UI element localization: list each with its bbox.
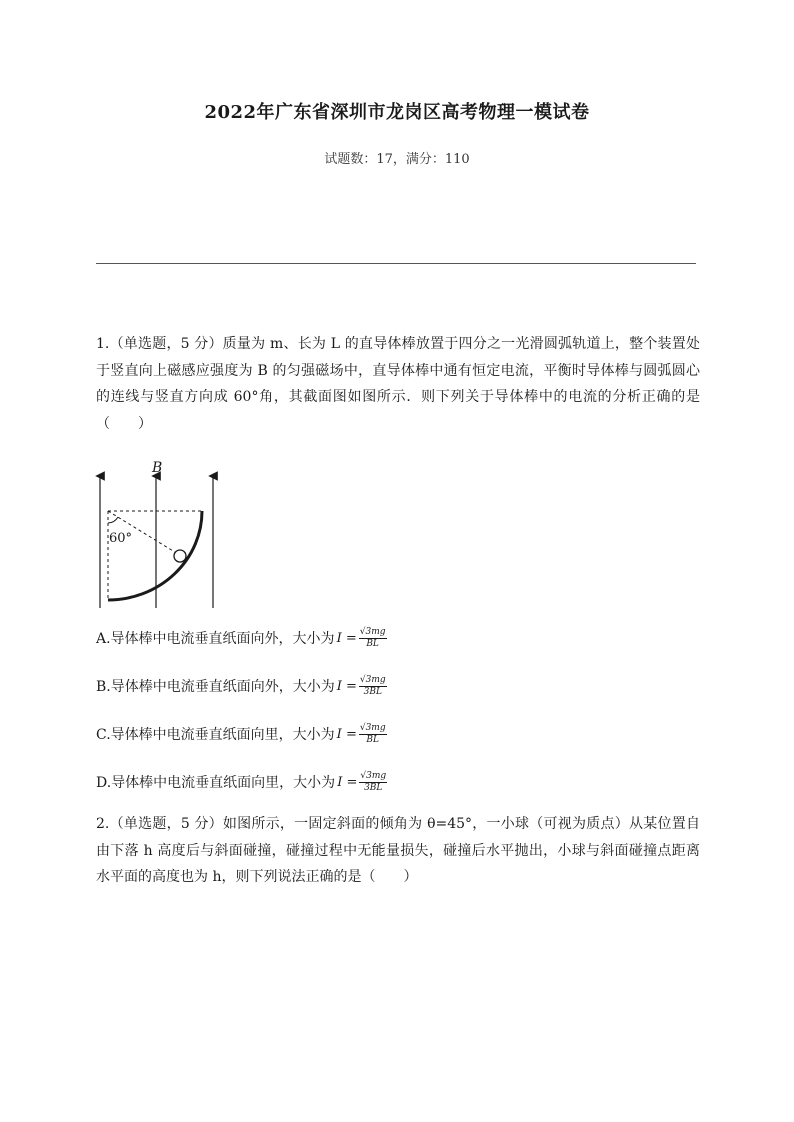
question-1-figure [88,456,228,614]
angle-label: 60° [109,531,133,546]
option-a-denominator: BL [366,638,379,649]
option-a-text: A.导体棒中电流垂直纸面向外，大小为 [96,631,335,647]
option-d-formula [359,771,387,794]
document-title: 2022年广东省深圳市龙岗区高考物理一模试卷 [204,102,590,123]
option-c-formula [359,723,387,746]
option-d[interactable] [96,767,387,797]
option-b[interactable] [96,671,387,701]
option-b-text: B.导体棒中电流垂直纸面向外，大小为 [96,679,335,695]
option-c-numerator: √3mg [359,722,386,733]
circular-track [108,511,202,600]
option-b-formula [359,675,387,698]
option-d-variable: I = [337,774,358,790]
option-d-numerator: √3mg [360,770,387,781]
option-a[interactable] [96,623,387,653]
option-c-denominator: BL [366,734,380,745]
angle-arc [108,517,118,523]
option-b-denominator: 3BL [363,686,382,697]
option-c-variable: I = [336,726,357,742]
question-1-stem: 1.（单选题，5 分）质量为 m、长为 L 的直导体棒放置于四分之一光滑圆弧轨道上，整个装置处于竖直向上磁感应强度为 B 的匀强磁场中，直导体棒中通有恒定电流，平衡时导体棒与圆弧圆心的连线与竖直方向成 60°角，其截面图如图所示．则下列关于导体棒中的电流的分析正确的是（ ） [96,336,700,432]
option-d-text: D.导体棒中电流垂直纸面向里，大小为 [96,775,336,791]
field-label: B [152,460,163,476]
option-b-numerator: √3mg [359,674,386,685]
option-b-variable: I = [336,678,357,694]
option-a-variable: I = [336,630,357,646]
question-2-stem: 2.（单选题，5 分）如图所示，一固定斜面的倾角为 θ=45°，一小球（可视为质点）从某位置自由下落 h 高度后与斜面碰撞，碰撞过程中无能量损失，碰撞后水平抛出，小球与斜面碰撞点距离水平面的高度也为 h，则下列说法正确的是（ ） [96,816,700,885]
option-a-formula [359,627,387,650]
conductor-rod [174,550,186,562]
question-count-score: 试题数：17，满分：110 [324,152,470,167]
header-divider [96,263,696,264]
option-c-text: C.导体棒中电流垂直纸面向里，大小为 [96,727,335,743]
option-a-numerator: √3mg [359,626,386,637]
option-d-denominator: 3BL [364,782,383,793]
option-c[interactable] [96,719,387,749]
